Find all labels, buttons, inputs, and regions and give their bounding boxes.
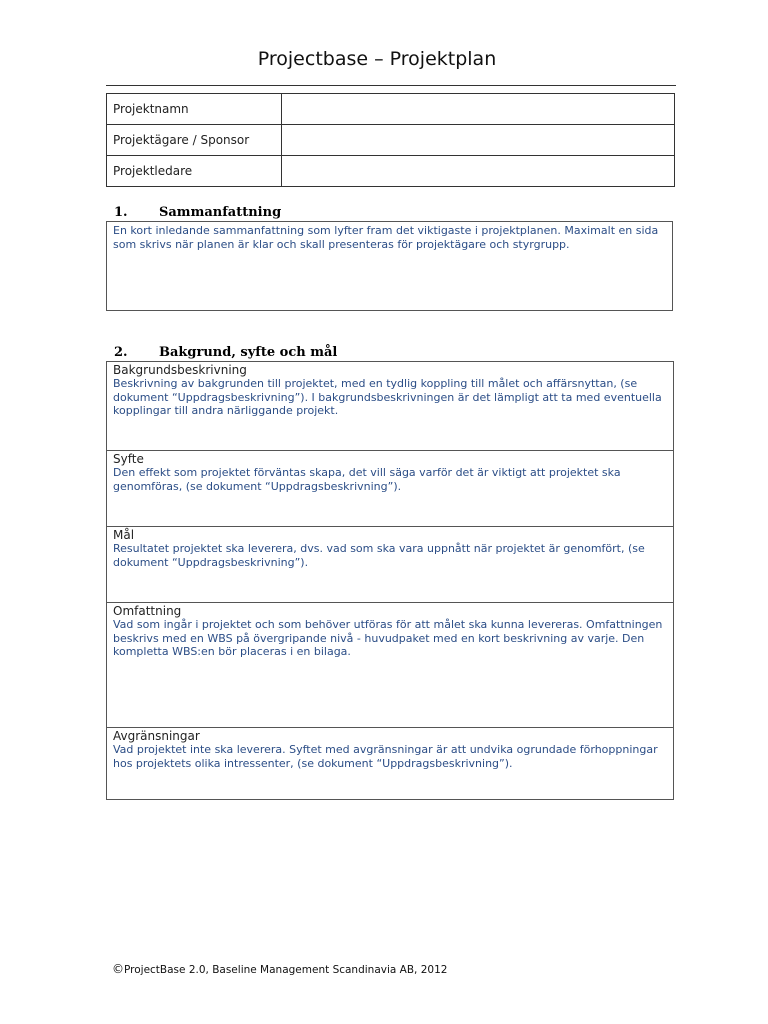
- field-label: Avgränsningar: [113, 729, 200, 743]
- field-label: Bakgrundsbeskrivning: [113, 363, 247, 377]
- table-row: [107, 94, 675, 125]
- section-number: 2.: [114, 345, 128, 360]
- document-title: Projectbase – Projektplan: [257, 48, 497, 70]
- field-description: Den effekt som projektet förväntas skapa, det vill säga varför det är viktigt att projektet ska genomföras, (se dokument “Uppdragsbeskrivning”).: [113, 466, 621, 493]
- field-description: Vad som ingår i projektet och som behöver utföras för att målet ska kunna levereras. Omfattningen beskrivs med en WBS på övergripande nivå - huvudpaket med en kort beskrivning av varje. Den kompletta WBS:en bör placeras i en bilaga.: [113, 618, 663, 658]
- page-footer: [112, 962, 447, 976]
- field-description: Resultatet projektet ska leverera, dvs. vad som ska vara uppnått när projektet är genomfört, (se dokument “Uppdragsbeskrivning”).: [113, 542, 645, 569]
- field-description: Beskrivning av bakgrunden till projektet, med en tydlig koppling till målet och affärsnyttan, (se dokument “Uppdragsbeskrivning”). I bakgrundsbeskrivningen är det lämpligt att ta med eventuella kopplingar till andra närliggande projekt.: [113, 377, 662, 417]
- section-title: Sammanfattning: [159, 205, 282, 220]
- project-owner-value[interactable]: [282, 125, 675, 156]
- summary-description: En kort inledande sammanfattning som lyfter fram det viktigaste i projektplanen. Maximalt en sida som skrivs när planen är klar och skall presenteras för projektägare och styrgrupp.: [113, 224, 659, 251]
- section-number: 1.: [114, 205, 128, 220]
- field-label: Mål: [113, 528, 135, 542]
- limitations-field[interactable]: [106, 727, 674, 800]
- project-owner-label: Projektägare / Sponsor: [107, 125, 282, 156]
- title-underline: [106, 85, 676, 86]
- field-description: Vad projektet inte ska leverera. Syftet med avgränsningar är att undvika ogrundade förhoppningar hos projektets olika intressenter, (se dokument “Uppdragsbeskrivning”).: [113, 743, 658, 770]
- project-manager-value[interactable]: [282, 156, 675, 187]
- project-info-table: [106, 93, 675, 187]
- table-row: [107, 156, 675, 187]
- section-title: Bakgrund, syfte och mål: [159, 345, 338, 360]
- project-manager-label: Projektledare: [107, 156, 282, 187]
- project-name-label: Projektnamn: [107, 94, 282, 125]
- section-1-heading: [114, 205, 281, 220]
- project-name-value[interactable]: [282, 94, 675, 125]
- section-2-heading: [114, 345, 337, 360]
- scope-field[interactable]: [106, 602, 674, 728]
- footer-text: ProjectBase 2.0, Baseline Management Scandinavia AB, 2012: [124, 964, 448, 976]
- background-field[interactable]: [106, 361, 674, 451]
- field-label: Syfte: [113, 452, 144, 466]
- goal-field[interactable]: [106, 526, 674, 603]
- copyright-icon: ©: [112, 962, 124, 976]
- purpose-field[interactable]: [106, 450, 674, 527]
- field-label: Omfattning: [113, 604, 182, 618]
- table-row: [107, 125, 675, 156]
